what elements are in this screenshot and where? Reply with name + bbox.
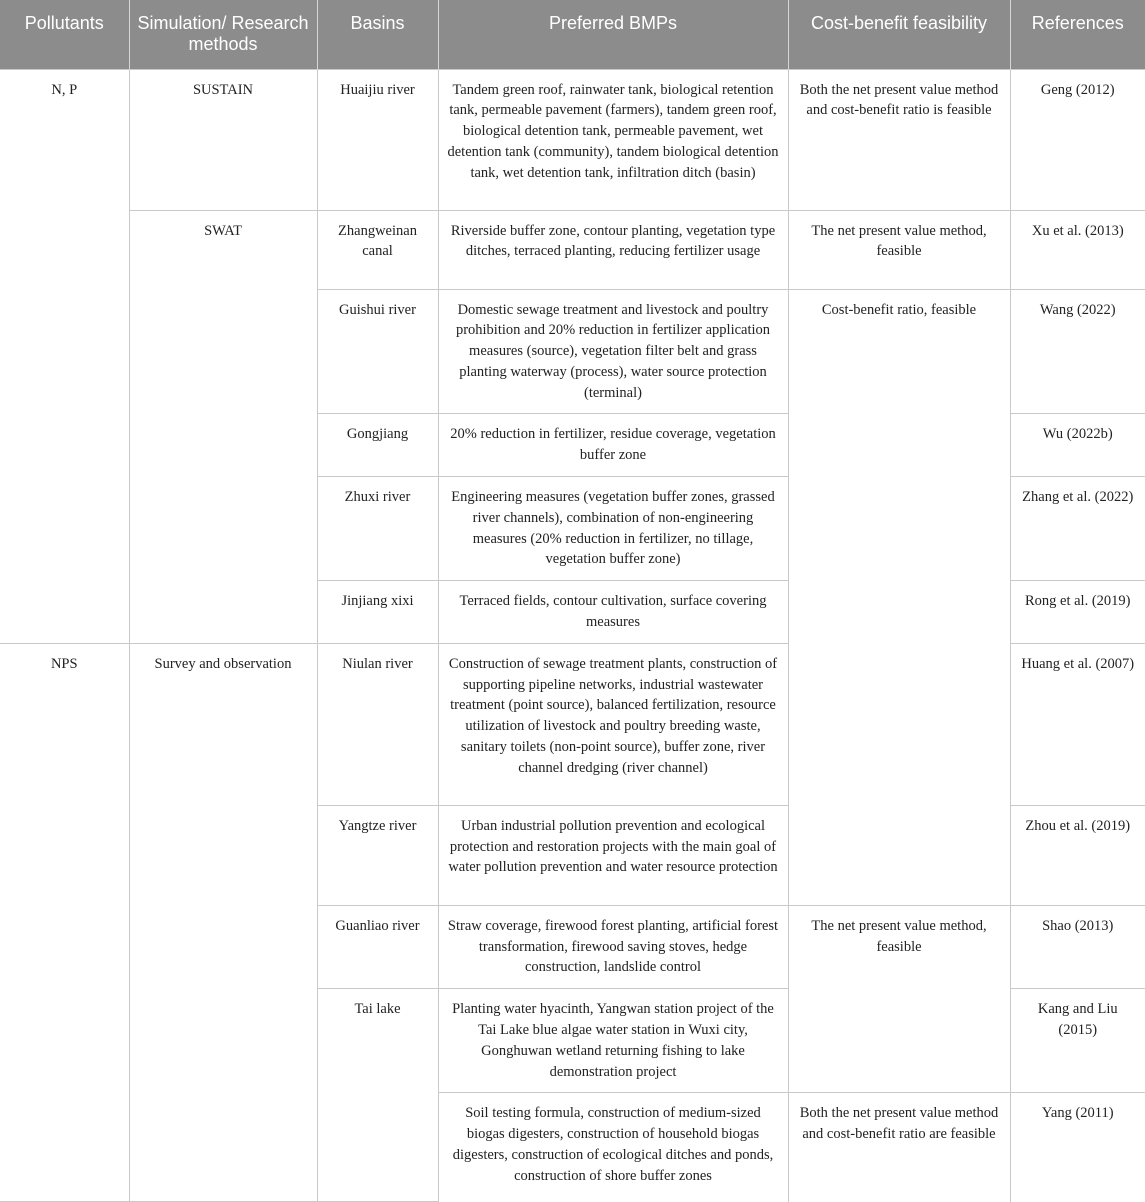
basin-cell: Guanliao river (317, 905, 438, 988)
basin-cell: Guishui river (317, 289, 438, 414)
feasibility-cell: The net present value method, feasible (788, 905, 1010, 1093)
reference-cell: Kang and Liu (2015) (1010, 989, 1145, 1093)
header-methods: Simulation/ Research methods (129, 0, 317, 69)
feasibility-cell: The net present value method, feasible (788, 210, 1010, 289)
table-row (0, 210, 1145, 289)
basin-cell: Huaijiu river (317, 69, 438, 210)
method-cell: SWAT (129, 210, 317, 643)
basin-cell: Niulan river (317, 643, 438, 805)
method-cell: Survey and observation (129, 643, 317, 1202)
reference-cell: Geng (2012) (1010, 69, 1145, 210)
feasibility-cell: Both the net present value method and cost-benefit ratio is feasible (788, 69, 1010, 210)
bmps-cell: Straw coverage, firewood forest planting, artificial forest transformation, firewood saving stoves, hedge construction, landslide control (438, 905, 788, 988)
basin-cell: Gongjiang (317, 414, 438, 477)
feasibility-cell: Both the net present value method and cost-benefit ratio are feasible (788, 1093, 1010, 1202)
basin-cell: Jinjiang xixi (317, 581, 438, 644)
basin-cell: Zhangweinan canal (317, 210, 438, 289)
bmps-cell: Terraced fields, contour cultivation, surface covering measures (438, 581, 788, 644)
bmps-cell: Construction of sewage treatment plants, construction of supporting pipeline networks, industrial wastewater treatment (point source), balanced fertilization, resource utilization of livestock and poultry breeding waste, sanitary toilets (non-point source), buffer zone, river channel dredging (river channel) (438, 643, 788, 805)
reference-cell: Rong et al. (2019) (1010, 581, 1145, 644)
pollutants-cell: NPS (0, 643, 129, 1202)
header-pollutants: Pollutants (0, 0, 129, 69)
reference-cell: Zhou et al. (2019) (1010, 805, 1145, 905)
header-row (0, 0, 1145, 69)
reference-cell: Xu et al. (2013) (1010, 210, 1145, 289)
header-feasibility: Cost-benefit feasibility (788, 0, 1010, 69)
reference-cell: Wu (2022b) (1010, 414, 1145, 477)
header-basins: Basins (317, 0, 438, 69)
bmps-cell: Soil testing formula, construction of medium-sized biogas digesters, construction of household biogas digesters, construction of ecological ditches and ponds, construction of shore buffer zones (438, 1093, 788, 1202)
table-row (0, 69, 1145, 210)
bmps-cell: Riverside buffer zone, contour planting, vegetation type ditches, terraced planting, reducing fertilizer usage (438, 210, 788, 289)
reference-cell: Wang (2022) (1010, 289, 1145, 414)
reference-cell: Shao (2013) (1010, 905, 1145, 988)
reference-cell: Huang et al. (2007) (1010, 643, 1145, 805)
basin-cell: Yangtze river (317, 805, 438, 905)
header-references: References (1010, 0, 1145, 69)
bmps-cell: Engineering measures (vegetation buffer zones, grassed river channels), combination of non-engineering measures (20% reduction in fertilizer, no tillage, vegetation buffer zone) (438, 477, 788, 581)
bmps-cell: Domestic sewage treatment and livestock and poultry prohibition and 20% reduction in fertilizer application measures (source), vegetation filter belt and grass planting waterway (process), water source protection (terminal) (438, 289, 788, 414)
reference-cell: Zhang et al. (2022) (1010, 477, 1145, 581)
reference-cell: Yang (2011) (1010, 1093, 1145, 1202)
bmps-cell: Planting water hyacinth, Yangwan station project of the Tai Lake blue algae water station in Wuxi city, Gonghuwan wetland returning fishing to lake demonstration project (438, 989, 788, 1093)
bmps-cell: Urban industrial pollution prevention and ecological protection and restoration projects with the main goal of water pollution prevention and water resource protection (438, 805, 788, 905)
bmps-cell: 20% reduction in fertilizer, residue coverage, vegetation buffer zone (438, 414, 788, 477)
basin-cell: Tai lake (317, 989, 438, 1202)
header-bmps: Preferred BMPs (438, 0, 788, 69)
method-cell: SUSTAIN (129, 69, 317, 210)
feasibility-cell: Cost-benefit ratio, feasible (788, 289, 1010, 905)
bmps-cell: Tandem green roof, rainwater tank, biological retention tank, permeable pavement (farmers), tandem green roof, biological detention tank, permeable pavement, wet detention tank (community), tandem biological detention tank, wet detention tank, infiltration ditch (basin) (438, 69, 788, 210)
pollutants-cell: N, P (0, 69, 129, 643)
basin-cell: Zhuxi river (317, 477, 438, 581)
